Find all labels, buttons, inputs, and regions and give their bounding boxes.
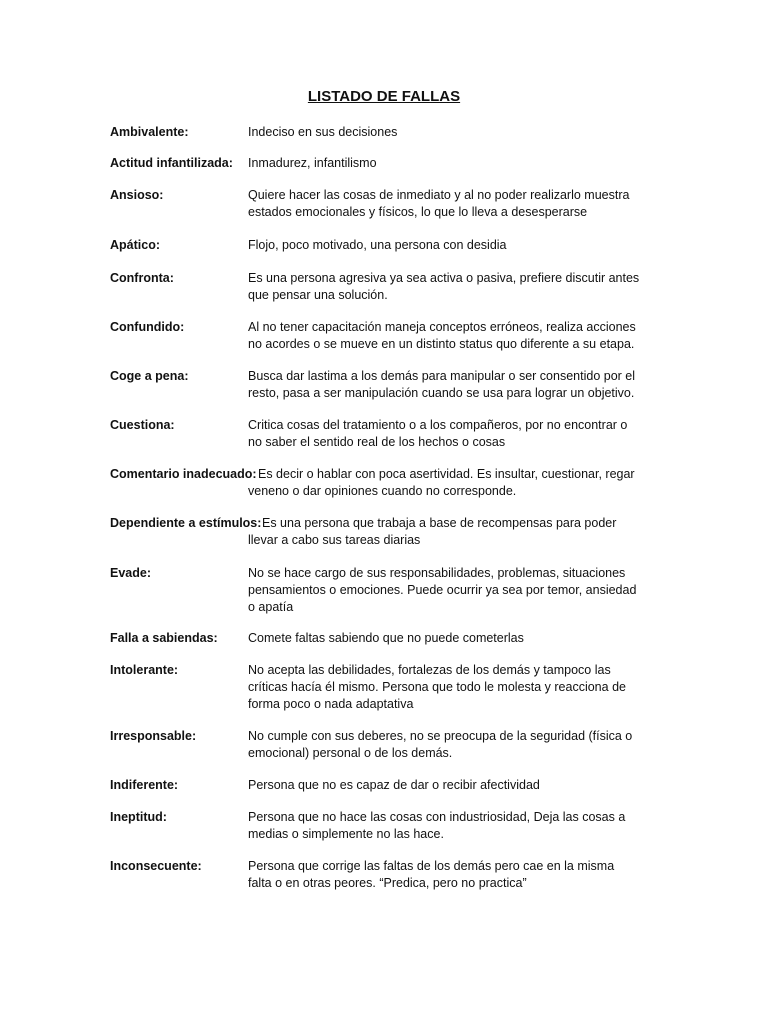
fault-term: Coge a pena: xyxy=(110,369,189,383)
fault-definition xyxy=(248,187,668,221)
fault-term: Ambivalente: xyxy=(110,125,189,139)
definition-line: críticas hacía él mismo. Persona que todo le molesta y reacciona de xyxy=(248,680,626,694)
definition-line: Persona que no es capaz de dar o recibir afectividad xyxy=(248,778,540,792)
definition-line: Persona que no hace las cosas con industriosidad, Deja las cosas a xyxy=(248,810,626,824)
fault-term: Intolerante: xyxy=(110,663,179,677)
fault-definition xyxy=(248,466,678,500)
fault-term: Dependiente a estímulos: xyxy=(110,516,262,530)
fault-term: Apático: xyxy=(110,238,160,252)
definition-line: Inmadurez, infantilismo xyxy=(248,156,377,170)
fault-term: Cuestiona: xyxy=(110,418,175,432)
definition-line: Es una persona que trabaja a base de recompensas para poder xyxy=(262,516,617,530)
fault-term: Actitud infantilizada: xyxy=(110,156,233,170)
fault-term: Comentario inadecuado: xyxy=(110,467,257,481)
fault-term: Inconsecuente: xyxy=(110,859,202,873)
fault-definition xyxy=(248,417,668,451)
fault-term: Irresponsable: xyxy=(110,729,197,743)
definition-line: Es decir o hablar con poca asertividad. Es insultar, cuestionar, regar xyxy=(258,467,635,481)
fault-definition xyxy=(248,662,668,713)
page-title: LISTADO DE FALLAS xyxy=(307,88,461,105)
definition-line: No cumple con sus deberes, no se preocupa de la seguridad (física o xyxy=(248,729,633,743)
fault-definition xyxy=(248,728,668,762)
definition-line: medias o simplemente no las hace. xyxy=(248,827,444,841)
definition-line: Quiere hacer las cosas de inmediato y al no poder realizarlo muestra xyxy=(248,188,630,202)
definition-line: Flojo, poco motivado, una persona con desidia xyxy=(248,238,507,252)
definition-line: Busca dar lastima a los demás para manipular o ser consentido por el xyxy=(248,369,636,383)
definition-line: emocional) personal o de los demás. xyxy=(248,746,453,760)
definition-line: Al no tener capacitación maneja conceptos erróneos, realiza acciones xyxy=(248,320,636,334)
definition-line: Indeciso en sus decisiones xyxy=(248,125,398,139)
definition-line: llevar a cabo sus tareas diarias xyxy=(248,533,421,547)
fault-term: Evade: xyxy=(110,566,151,580)
definition-line: que pensar una solución. xyxy=(248,288,388,302)
fault-definition xyxy=(248,565,668,616)
definition-line: Comete faltas sabiendo que no puede cometerlas xyxy=(248,631,524,645)
fault-term: Confronta: xyxy=(110,271,174,285)
definition-line: pensamientos o emociones. Puede ocurrir ya sea por temor, ansiedad xyxy=(248,583,637,597)
definition-line: forma poco o nada adaptativa xyxy=(248,697,414,711)
definition-line: Es una persona agresiva ya sea activa o pasiva, prefiere discutir antes xyxy=(248,271,640,285)
fault-definition xyxy=(248,270,668,304)
fault-term: Confundido: xyxy=(110,320,185,334)
definition-line: falta o en otras peores. “Predica, pero no practica” xyxy=(248,876,527,890)
fault-definition xyxy=(248,858,668,892)
definition-line: No acepta las debilidades, fortalezas de los demás y tampoco las xyxy=(248,663,611,677)
definition-line: veneno o dar opiniones cuando no corresponde. xyxy=(248,484,517,498)
fault-term: Falla a sabiendas: xyxy=(110,631,218,645)
fault-definition xyxy=(248,319,668,353)
fault-term: Ansioso: xyxy=(110,188,164,202)
definition-line: No se hace cargo de sus responsabilidades, problemas, situaciones xyxy=(248,566,626,580)
definition-line: estados emocionales y físicos, lo que lo lleva a desesperarse xyxy=(248,205,588,219)
fault-definition xyxy=(248,515,682,549)
definition-line: no saber el sentido real de los hechos o cosas xyxy=(248,435,506,449)
fault-definition xyxy=(248,155,668,172)
fault-definition xyxy=(248,809,668,843)
fault-term: Ineptitud: xyxy=(110,810,167,824)
definition-line: Critica cosas del tratamiento o a los compañeros, por no encontrar o xyxy=(248,418,628,432)
fault-definition xyxy=(248,368,668,402)
fault-definition xyxy=(248,124,668,141)
definition-line: Persona que corrige las faltas de los demás pero cae en la misma xyxy=(248,859,615,873)
definition-line: resto, pasa a ser manipulación cuando se usa para lograr un objetivo. xyxy=(248,386,635,400)
fault-term: Indiferente: xyxy=(110,778,179,792)
fault-definition xyxy=(248,777,668,794)
fault-definition xyxy=(248,630,668,647)
fault-definition xyxy=(248,237,668,254)
definition-line: no acordes o se mueve en un distinto status quo diferente a su etapa. xyxy=(248,337,635,351)
definition-line: o apatía xyxy=(248,600,294,614)
